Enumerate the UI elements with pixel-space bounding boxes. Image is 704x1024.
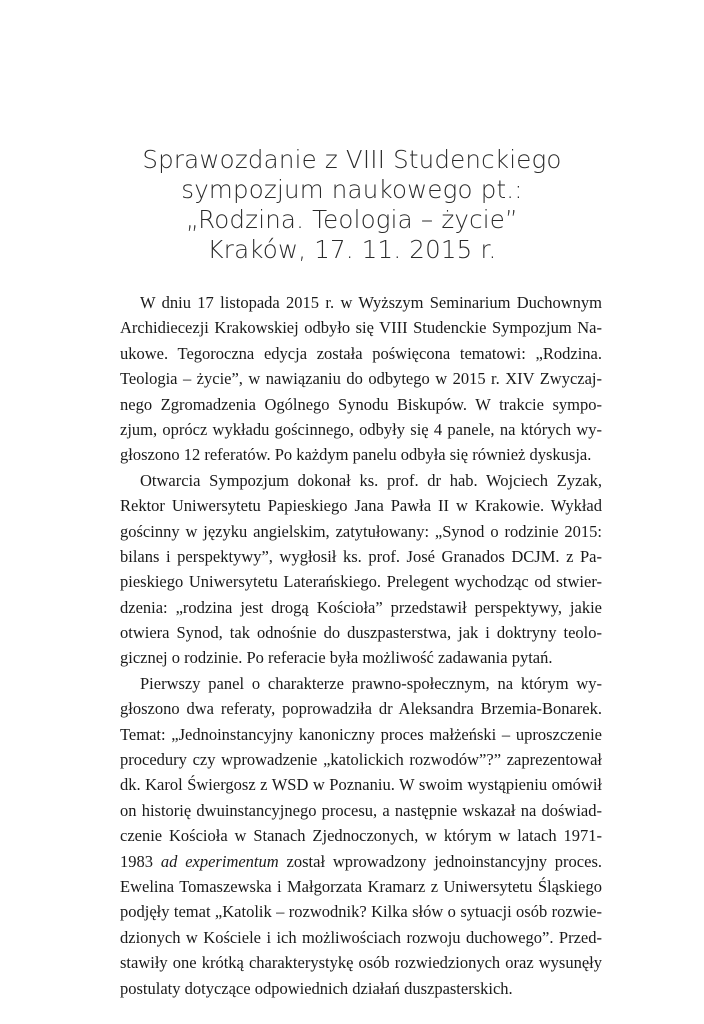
body-line: dk. Karol Świergosz z WSD w Poznaniu. W swoim wystąpieniu omówił bbox=[120, 775, 602, 795]
body-line: głoszono dwa referaty, poprowadziła dr Aleksandra Brzemia-Bonarek. bbox=[120, 699, 602, 719]
body-line: bilans i perspektywy”, wygłosił ks. prof. José Granados DCJM. z Pa- bbox=[120, 546, 602, 566]
body-line: pieskiego Uniwersytetu Laterańskiego. Prelegent wychodząc od stwier- bbox=[120, 572, 602, 592]
body-line: postulaty dotyczące odpowiednich działań duszpasterskich. bbox=[120, 978, 513, 998]
body-line: Teologia – życie”, w nawiązaniu do odbytego w 2015 r. XIV Zwyczaj- bbox=[120, 369, 602, 389]
body-line: czenie Kościoła w Stanach Zjednoczonych, w którym w latach 1971- bbox=[120, 826, 602, 846]
body-line: gicznej o rodzinie. Po referacie była możliwość zadawania pytań. bbox=[120, 648, 553, 668]
line-1983-before: 1983 bbox=[120, 851, 161, 871]
title-line: sympozjum naukowego pt.: bbox=[181, 175, 523, 204]
body-line: W dniu 17 listopada 2015 r. w Wyższym Seminarium Duchownym bbox=[140, 293, 602, 312]
ad-experimentum-phrase: ad experimentum bbox=[160, 851, 279, 871]
body-line: stawiły one krótką charakterystykę osób rozwiedzionych oraz wysunęły bbox=[120, 953, 602, 973]
title-line: Sprawozdanie z VIII Studenckiego bbox=[142, 145, 562, 174]
body-line: Otwarcia Sympozjum dokonał ks. prof. dr hab. Wojciech Zyzak, bbox=[140, 470, 602, 490]
line-1983-after: został wprowadzony jednoinstancyjny proces. bbox=[278, 851, 602, 871]
body-line: procedury czy wprowadzenie „katolickich rozwodów”?” zaprezentował bbox=[120, 750, 602, 770]
title-line: Kraków, 17. 11. 2015 r. bbox=[207, 235, 497, 264]
report-title bbox=[80, 145, 624, 265]
body-line: otwiera Synod, tak odnośnie do duszpasterstwa, jak i doktryny teolo- bbox=[120, 623, 602, 643]
report-body bbox=[120, 290, 602, 1001]
body-line: ukowe. Tegoroczna edycja została poświęcona tematowi: „Rodzina. bbox=[120, 343, 602, 363]
body-line: głoszono 12 referatów. Po każdym panelu odbyła się również dyskusja. bbox=[120, 445, 592, 465]
body-line: nego Zgromadzenia Ogólnego Synodu Biskupów. W trakcie sympo- bbox=[120, 394, 602, 414]
body-line: Ewelina Tomaszewska i Małgorzata Kramarz z Uniwersytetu Śląskiego bbox=[120, 876, 602, 896]
body-line: Rektor Uniwersytetu Papieskiego Jana Pawła II w Krakowie. Wykład bbox=[120, 496, 602, 516]
body-line: zjum, oprócz wykładu gościnnego, odbyły się 4 panele, na których wy- bbox=[120, 419, 602, 439]
body-line: on historię dwuinstancyjnego procesu, a następnie wskazał na doświad- bbox=[120, 800, 602, 820]
body-line: Pierwszy panel o charakterze prawno-społecznym, na którym wy- bbox=[140, 673, 602, 693]
body-line-1983 bbox=[120, 849, 602, 874]
body-line: Archidiecezji Krakowskiej odbyło się VIII Studenckie Sympozjum Na- bbox=[120, 318, 602, 338]
body-line: podjęły temat „Katolik – rozwodnik? Kilka słów o sytuacji osób rozwie- bbox=[120, 902, 602, 922]
body-line: Temat: „Jednoinstancyjny kanoniczny proces małżeński – uproszczenie bbox=[120, 724, 602, 744]
body-line: gościnny w języku angielskim, zatytułowany: „Synod o rodzinie 2015: bbox=[120, 521, 602, 541]
body-line: dzionych w Kościele i ich możliwościach rozwoju duchowego”. Przed- bbox=[120, 927, 602, 947]
title-line: „Rodzina. Teologia – życie” bbox=[186, 205, 518, 234]
body-line: dzenia: „rodzina jest drogą Kościoła” przedstawił perspektywy, jakie bbox=[120, 597, 602, 617]
